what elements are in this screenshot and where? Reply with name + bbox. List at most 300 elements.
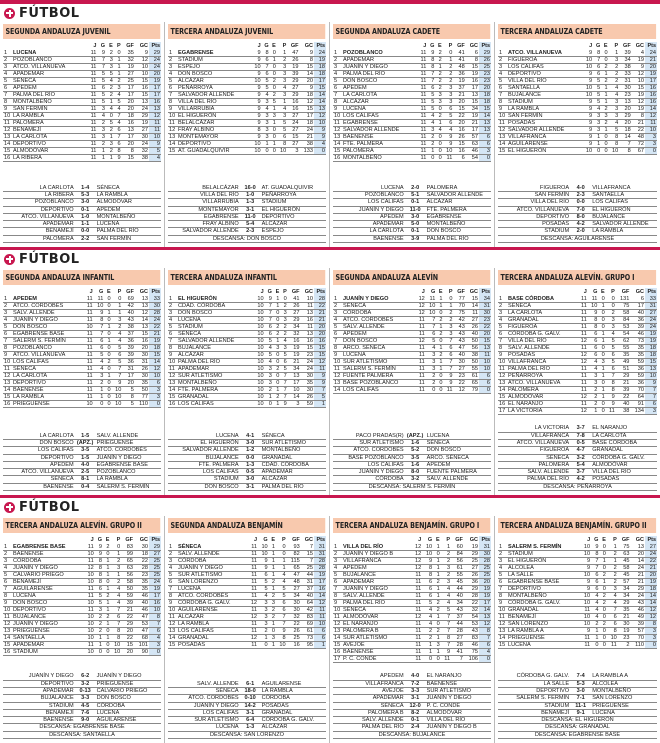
table-row [3, 544, 161, 551]
stat-cell: 9 [251, 57, 261, 64]
score: 6-4 [246, 717, 255, 724]
points: 20 [314, 324, 326, 331]
team-name: SÉNECA [177, 544, 247, 551]
stat-cell: 45 [451, 579, 464, 586]
stat-cell: 10 [251, 78, 261, 85]
stat-cell: 40 [122, 310, 134, 317]
stat-cell: 16 [453, 127, 465, 134]
away-team: ESPEJO [261, 228, 284, 235]
stat-cell: 2 [97, 141, 106, 148]
points: 3 [479, 148, 491, 155]
stat-cell: 10 [580, 614, 591, 621]
points: 0 [149, 649, 161, 656]
table-row [498, 635, 657, 642]
match-result [333, 221, 491, 228]
column-header: J [89, 289, 93, 295]
team-name: LOS CALIFAS [12, 359, 83, 366]
stat-cell: 2 [443, 71, 454, 78]
score: 4-0 [81, 461, 90, 468]
stat-cell: 1 [443, 57, 454, 64]
points: 0 [479, 387, 491, 394]
team-name: DON BOSCO [342, 338, 415, 345]
match-result [498, 433, 657, 440]
stat-cell: 43 [454, 338, 466, 345]
stat-cell: 4 [94, 366, 105, 373]
stat-cell: 9 [580, 628, 591, 635]
stat-cell: 0 [444, 296, 454, 303]
stat-cell: 0 [103, 628, 110, 635]
stat-cell: 6 [422, 593, 433, 600]
table-row [3, 317, 161, 324]
stat-cell: 39 [121, 600, 134, 607]
standings-table [168, 536, 326, 649]
stat-cell: 11 [247, 586, 258, 593]
stat-cell: 11 [577, 310, 588, 317]
position: 7 [3, 586, 12, 593]
points: 16 [645, 99, 657, 106]
stat-cell: 32 [122, 57, 135, 64]
table-row [498, 628, 657, 635]
table-row [498, 106, 657, 113]
table-row [333, 387, 491, 394]
stat-cell: 12 [247, 600, 258, 607]
stat-cell: 7 [427, 78, 435, 85]
table-header-row [3, 536, 161, 544]
stat-cell: 77 [454, 296, 466, 303]
stat-cell: 6 [607, 621, 618, 628]
table-row [168, 380, 326, 387]
standings-column [495, 22, 660, 247]
blank-header [177, 42, 251, 50]
stat-cell: 10 [422, 551, 433, 558]
team-name: LUCENA [342, 106, 417, 113]
table-row [498, 642, 657, 649]
table-row [333, 593, 491, 600]
home-team: LA CARLOTA [369, 228, 404, 235]
stat-cell: 10 [583, 92, 594, 99]
stat-cell: 13 [619, 99, 631, 106]
score: 3-2 [411, 476, 420, 483]
stat-cell: 65 [121, 558, 134, 565]
stat-cell: 7 [97, 64, 106, 71]
stat-cell: 0 [436, 380, 443, 387]
column-header: E [107, 289, 111, 295]
points: 19 [314, 572, 326, 579]
stat-cell: 10 [84, 628, 95, 635]
away-team: PRIEGUENSE [96, 439, 134, 446]
stat-cell: 17 [466, 85, 479, 92]
stat-cell: 38 [619, 64, 631, 71]
standings-column [495, 268, 660, 495]
team-name: APEDEM [342, 565, 411, 572]
points: 12 [645, 607, 657, 614]
stat-cell: 7 [280, 387, 287, 394]
position: 8 [498, 99, 507, 106]
away-team: ALCÁZAR [261, 724, 288, 731]
position: 6 [168, 579, 177, 586]
stat-cell: 2 [94, 380, 105, 387]
stat-cell: 2 [609, 78, 620, 85]
table-row [168, 64, 326, 71]
position: 4 [333, 317, 342, 324]
match-result [168, 433, 326, 440]
stat-cell: 38 [135, 155, 149, 162]
stat-cell: 3 [258, 614, 269, 621]
score: 7-4 [576, 673, 585, 680]
blank-header [168, 536, 177, 544]
column-header: GF [623, 43, 631, 49]
away-team: DEPORTIVO [261, 213, 295, 220]
stat-cell: 21 [616, 380, 631, 387]
table-row [168, 303, 326, 310]
stat-cell: 2 [588, 387, 599, 394]
stat-cell: 1 [270, 141, 277, 148]
team-name: APEDEM [342, 331, 415, 338]
stat-cell: 9 [280, 401, 287, 408]
team-name: DEPORTIVO [12, 141, 87, 148]
away-team: AGUILARENSE [261, 680, 302, 687]
stat-cell: 6 [427, 85, 435, 92]
stat-cell: 5 [106, 120, 114, 127]
stat-cell: 10 [580, 593, 591, 600]
stat-cell: 27 [466, 317, 479, 324]
stat-cell: 11 [580, 607, 591, 614]
home-team: BUJALANCE [205, 454, 239, 461]
team-name: BUJALANCE [12, 614, 84, 621]
team-name: POSADAS [177, 642, 247, 649]
table-row [498, 331, 657, 338]
stat-cell: 1 [276, 565, 287, 572]
stat-cell: 15 [122, 155, 135, 162]
score: 1-0 [246, 191, 255, 198]
stat-cell: 19 [632, 92, 645, 99]
position: 6 [333, 85, 342, 92]
points: 23 [479, 78, 491, 85]
points: 18 [314, 71, 326, 78]
stat-cell: 64 [301, 600, 314, 607]
stat-cell: 1 [277, 99, 287, 106]
score: 5-3 [81, 191, 90, 198]
team-name: PALMA DEL RÍO [12, 92, 87, 99]
table-row [498, 359, 657, 366]
team-name: SAN FERMÍN [507, 113, 583, 120]
stat-cell: 31 [122, 366, 134, 373]
stat-cell: 12 [577, 408, 588, 415]
team-name: AGUILARENSE [507, 141, 583, 148]
stat-cell: 11 [83, 394, 94, 401]
home-team: BELALCÁZAR [202, 184, 239, 191]
points: 4 [149, 635, 161, 642]
position: 11 [168, 120, 177, 127]
column-header: GF [291, 289, 300, 295]
position: 17 [334, 656, 341, 663]
position: 12 [169, 621, 176, 628]
bye-note: DESCANSA: DON BOSCO [212, 235, 282, 242]
stat-cell: 22 [121, 635, 134, 642]
stat-cell: 13 [135, 303, 149, 310]
stat-cell: 17 [122, 92, 135, 99]
score: 0-1 [411, 717, 420, 724]
points: 30 [479, 310, 491, 317]
position: 14 [499, 141, 506, 148]
away-team: CÓRDOBA G. GALV. [261, 717, 315, 724]
stat-cell: 1 [114, 57, 122, 64]
team-name: AGUILARENSE [177, 607, 247, 614]
score: 2-3 [576, 191, 585, 198]
team-name: POZOBLANCO [12, 57, 87, 64]
stat-cell: 9 [300, 50, 314, 57]
home-team: PALOMERA [538, 461, 570, 468]
position: 9 [498, 106, 507, 113]
stat-cell: 3 [280, 317, 287, 324]
away-team: CALVARIO PRIEGO [96, 687, 148, 694]
team-name: AVEJOE [342, 642, 411, 649]
stat-cell: 2 [273, 366, 280, 373]
team-name: LUCENA [177, 586, 247, 593]
team-name: PALOMERA [342, 148, 417, 155]
table-row [498, 57, 657, 64]
home-team: CÓRDOBA G. GALV. [516, 673, 570, 680]
points: 0 [645, 642, 657, 649]
stat-cell: 2 [436, 317, 443, 324]
stat-cell: 6 [444, 345, 454, 352]
stat-cell: 23 [454, 373, 466, 380]
team-name: BENAMEJÍ [12, 579, 84, 586]
points: 17 [645, 78, 657, 85]
stat-cell: 11 [87, 113, 98, 120]
team-name: JUANÍN Y DIEGO [342, 296, 415, 303]
stat-cell: 24 [287, 120, 299, 127]
home-team: APEDEM [50, 461, 74, 468]
stat-cell: 10 [422, 544, 433, 551]
position: 1 [498, 50, 507, 57]
table-row [168, 614, 326, 621]
stat-cell: 37 [451, 614, 464, 621]
score: 3-3 [81, 695, 90, 702]
points: 14 [314, 593, 326, 600]
stat-cell: 7 [280, 394, 287, 401]
table-row [498, 387, 657, 394]
stat-cell: 42 [301, 607, 314, 614]
home-team: SUR ATLETISMO [359, 439, 404, 446]
home-team: STADIUM [544, 702, 570, 709]
table-row [3, 593, 161, 600]
stat-cell: 8 [609, 134, 620, 141]
home-team: VILLA DEL RÍO [200, 191, 239, 198]
stat-cell: 72 [632, 141, 645, 148]
stat-cell: 19 [287, 64, 299, 71]
away-team: SUR ATLETISMO [426, 687, 471, 694]
stat-cell: 0 [112, 296, 123, 303]
points: 19 [645, 71, 657, 78]
stat-cell: 3 [280, 345, 287, 352]
stat-cell: 0 [104, 303, 111, 310]
stat-cell: 0 [599, 642, 606, 649]
stat-cell: 0 [427, 155, 435, 162]
position: 3 [3, 310, 12, 317]
position: 9 [333, 600, 342, 607]
team-name: EL HIGUERÓN [507, 558, 580, 565]
match-result [3, 207, 161, 214]
position: 6 [498, 85, 507, 92]
blank-header [12, 536, 84, 544]
points: 6 [479, 642, 491, 649]
position: 7 [168, 586, 177, 593]
stat-cell: 2 [435, 71, 442, 78]
table-row [498, 586, 657, 593]
stat-cell: 9 [114, 155, 122, 162]
stat-cell: 9 [251, 92, 261, 99]
away-team: AGUILARENSE [96, 717, 137, 724]
plus-circle-icon [4, 8, 15, 19]
stat-cell: 2 [277, 57, 287, 64]
position: 11 [333, 614, 342, 621]
points: 7 [645, 394, 657, 401]
stat-cell: 13 [631, 544, 645, 551]
points: 12 [645, 113, 657, 120]
away-team: SALERM S. FERMÍN [96, 483, 150, 490]
stat-cell: 4 [609, 85, 620, 92]
stat-cell: 5 [593, 85, 601, 92]
home-team: VILLARRUBIA [202, 199, 239, 206]
table-row [333, 50, 491, 57]
stat-cell: 9 [94, 310, 105, 317]
stat-cell: 48 [287, 579, 301, 586]
column-header: P [116, 537, 121, 543]
table-row [498, 99, 657, 106]
position: 10 [169, 113, 176, 120]
position: 5 [333, 78, 342, 85]
stat-cell: 11 [417, 78, 427, 85]
points: 12 [149, 366, 161, 373]
points: 11 [149, 120, 161, 127]
stat-cell: 41 [453, 57, 465, 64]
score: 3-1 [246, 483, 255, 490]
stat-cell: 1 [433, 586, 441, 593]
position: 10 [499, 607, 506, 614]
stat-cell: 17 [300, 113, 314, 120]
stat-cell: 63 [466, 141, 479, 148]
stat-cell: 6 [591, 586, 599, 593]
stat-cell: 0 [598, 296, 605, 303]
stat-cell: 2 [97, 120, 106, 127]
position: 7 [3, 92, 12, 99]
stat-cell: 9 [591, 544, 599, 551]
stat-cell: 10 [580, 600, 591, 607]
stat-cell: 1 [270, 106, 277, 113]
column-header: G [97, 537, 102, 543]
stat-cell: 0 [435, 141, 442, 148]
stat-cell: 40 [454, 352, 466, 359]
away-team: LA RAMBLA A [592, 673, 628, 680]
stat-cell: 30 [287, 600, 301, 607]
stat-cell: 43 [451, 607, 464, 614]
stat-cell: 19 [466, 71, 479, 78]
stat-cell: 3 [444, 331, 454, 338]
stat-cell: 11 [83, 373, 94, 380]
stat-cell: 16 [122, 120, 135, 127]
home-team: LA CARLOTA [39, 184, 74, 191]
standings-table [498, 536, 657, 649]
stat-cell: 11 [443, 155, 454, 162]
team-name: PRIEGUENSE [12, 401, 83, 408]
stat-cell: 2 [103, 614, 110, 621]
team-name: EGABRENSE BASE [507, 579, 580, 586]
team-name: CÓRDOBA G. GALV. [507, 600, 580, 607]
position: 12 [334, 373, 341, 380]
stat-cell: 11 [84, 558, 95, 565]
stat-cell: 0 [104, 352, 111, 359]
results-list [498, 425, 657, 491]
stat-cell: 26 [300, 394, 314, 401]
stat-cell: 4 [632, 50, 645, 57]
away-team: LA CARLOTA [592, 432, 627, 439]
points: 25 [149, 558, 161, 565]
team-name: ATCO. VILLANUEVA [507, 50, 583, 57]
team-name: PALOMERA [507, 387, 577, 394]
away-team: LA RAMBLA [261, 687, 293, 694]
stat-cell: 1 [103, 600, 110, 607]
table-row [3, 572, 161, 579]
team-name: STADIUM [507, 99, 583, 106]
stat-cell: 12 [415, 338, 426, 345]
table-row [168, 134, 326, 141]
stat-cell: 0 [599, 551, 606, 558]
home-team: ATCO. VILLANUEVA [516, 206, 570, 213]
stat-cell: 9 [251, 85, 261, 92]
team-name: EL NARANJO [342, 621, 411, 628]
stat-cell: 35 [134, 586, 149, 593]
stat-cell: 9 [580, 586, 591, 593]
stat-cell: 1 [110, 551, 121, 558]
position: 8 [3, 345, 12, 352]
section-header [0, 250, 660, 268]
stat-cell: 0 [276, 544, 287, 551]
score: 2-5 [81, 469, 90, 476]
stat-cell: 9 [441, 649, 451, 656]
stat-cell: 2 [433, 607, 441, 614]
stat-cell: 24 [135, 106, 149, 113]
score: 11-0 [409, 206, 421, 213]
stat-cell: 3 [258, 600, 269, 607]
points: 9 [314, 380, 326, 387]
team-name: ALMODÓVAR [507, 394, 577, 401]
standings-table [333, 536, 491, 663]
stat-cell: 11 [577, 317, 588, 324]
standings-table [333, 42, 491, 162]
position: 16 [499, 401, 506, 408]
stat-cell: 5 [97, 71, 106, 78]
away-team: PALOMERA [426, 184, 458, 191]
column-header: P [446, 537, 451, 543]
table-row [168, 401, 326, 408]
stat-cell: 12 [632, 71, 645, 78]
stat-cell: 99 [121, 551, 134, 558]
stat-cell: 0 [104, 394, 111, 401]
position: 10 [334, 113, 341, 120]
team-name: LA RAMBLA [507, 106, 583, 113]
stat-cell: 4 [94, 359, 105, 366]
stat-cell: 1 [106, 155, 114, 162]
stat-cell: 4 [276, 579, 287, 586]
table-row [498, 614, 657, 621]
home-team: CÓRDOBA [375, 476, 404, 483]
stat-cell: 8 [607, 628, 618, 635]
home-team: BENAMEJÍ [45, 228, 74, 235]
home-team: APEDEM [380, 673, 404, 680]
stat-cell: 11 [577, 296, 588, 303]
points: 24 [149, 64, 161, 71]
